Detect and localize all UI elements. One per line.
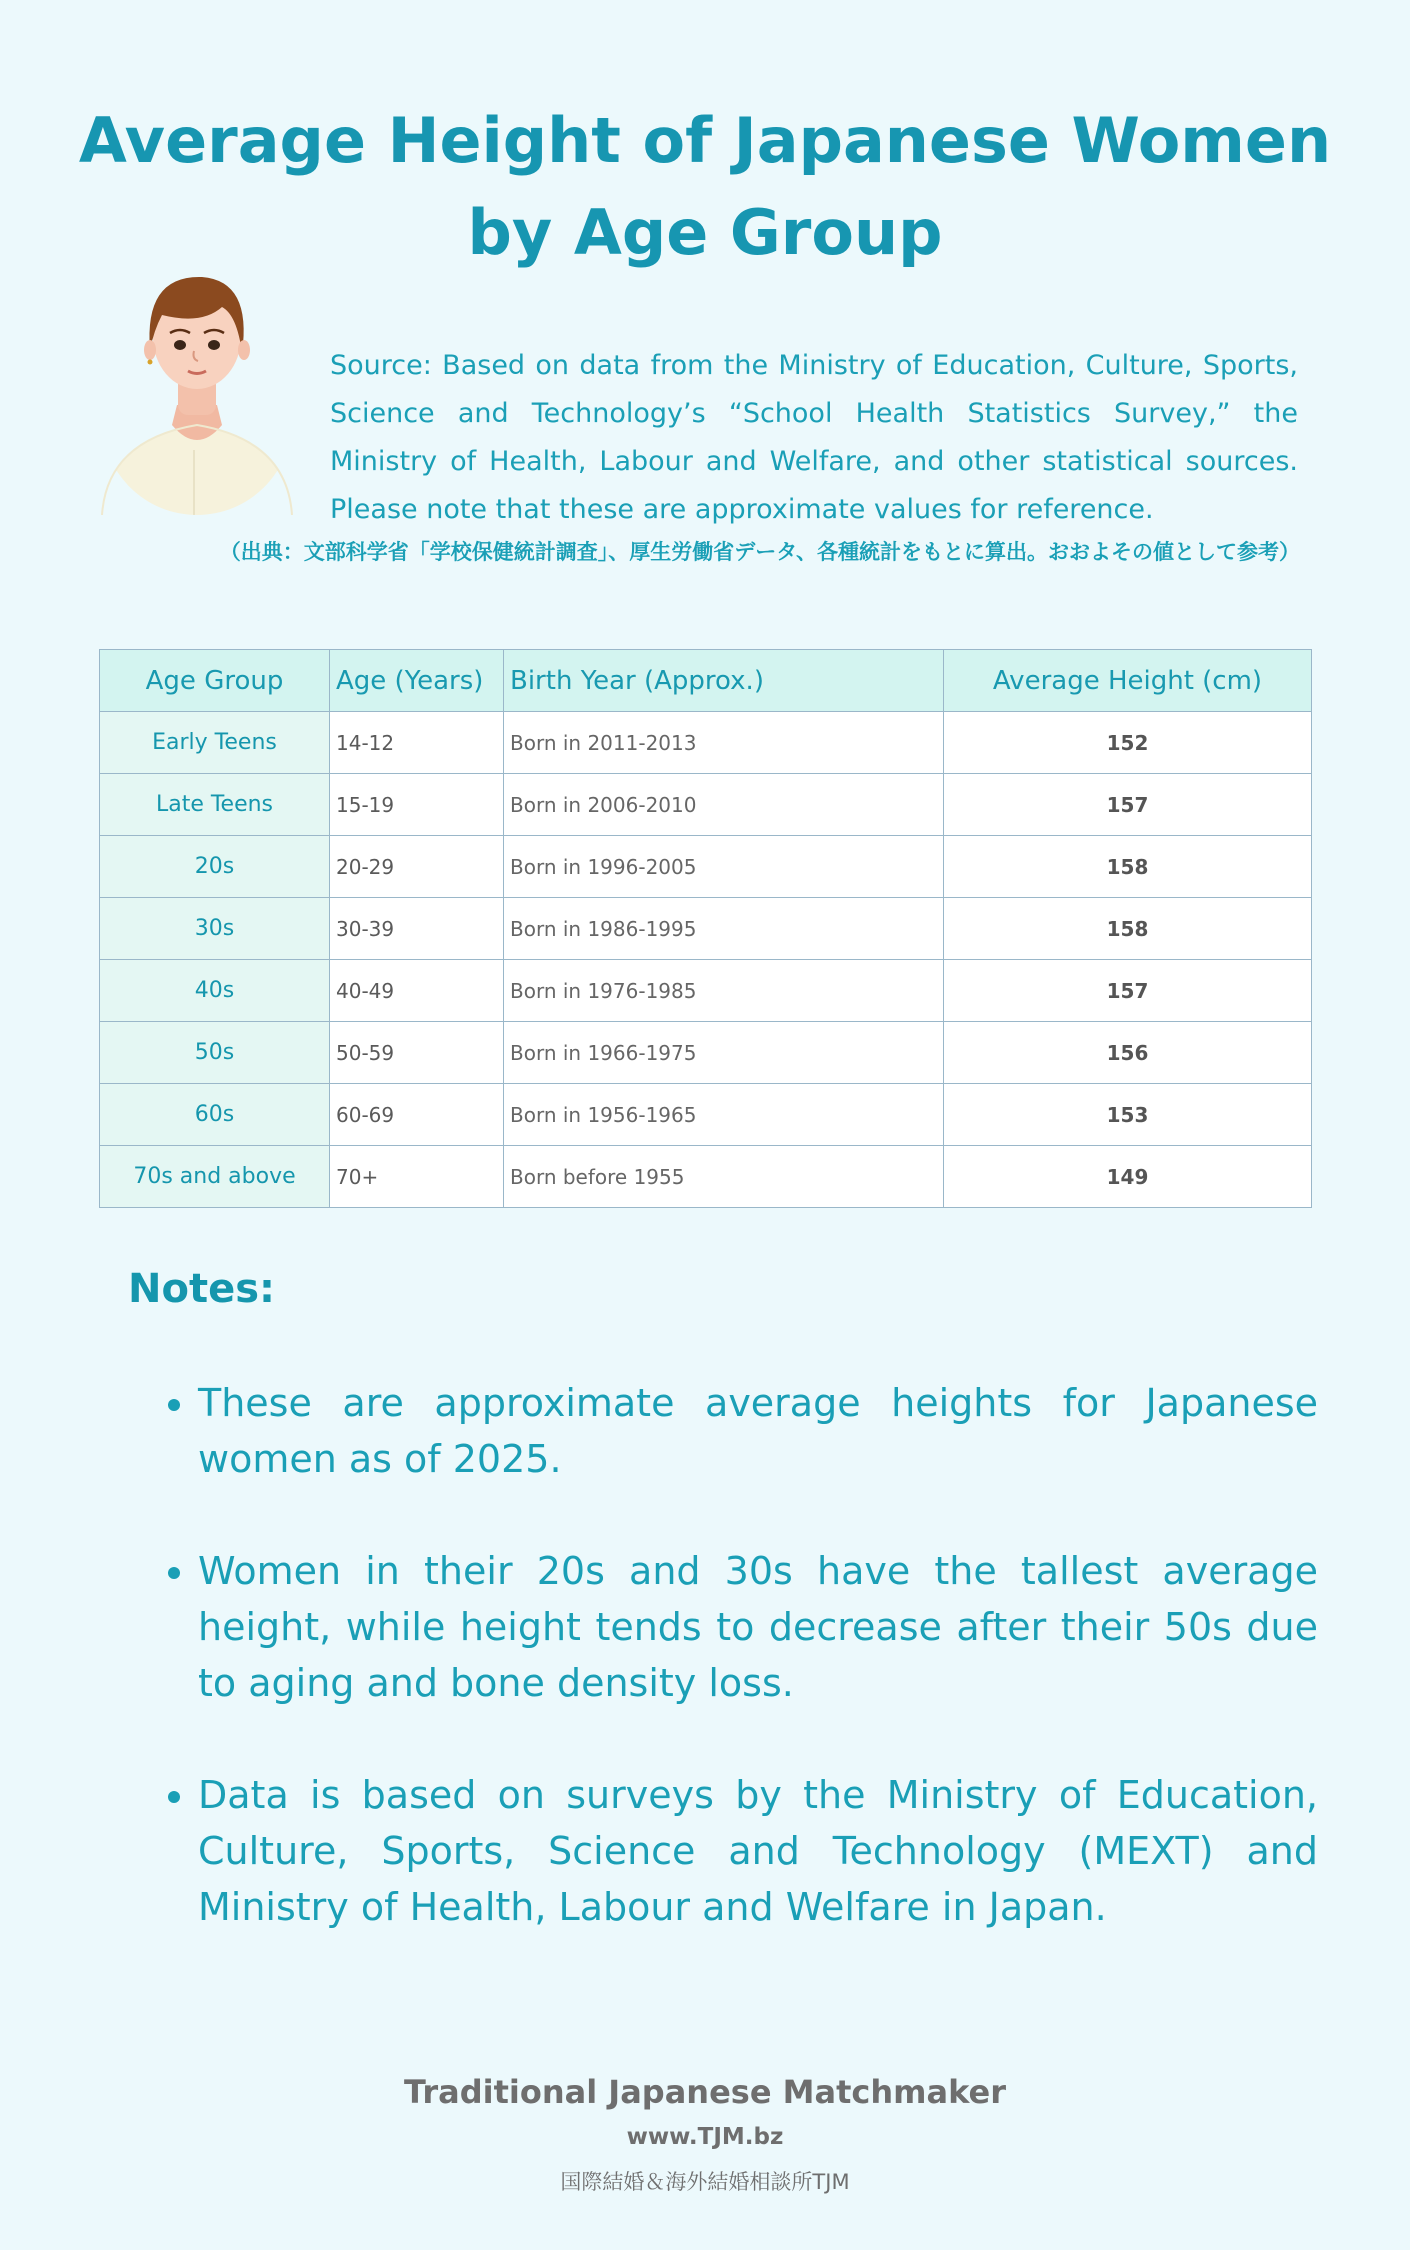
cell-birth-year: Born in 1986-1995 [504, 898, 944, 960]
cell-age: 40-49 [330, 960, 504, 1022]
table-row [100, 898, 1312, 960]
footer-url: www.TJM.bz [626, 2124, 784, 2150]
height-table [99, 649, 1312, 1208]
table-row [100, 1022, 1312, 1084]
cell-age-group: 20s [100, 836, 330, 898]
cell-birth-year: Born in 2011-2013 [504, 712, 944, 774]
header-age-group: Age Group [100, 650, 330, 712]
footer-brand: Traditional Japanese Matchmaker [404, 2073, 1006, 2111]
cell-height: 152 [944, 712, 1312, 774]
table-row [100, 1084, 1312, 1146]
cell-birth-year: Born in 2006-2010 [504, 774, 944, 836]
table-row [100, 774, 1312, 836]
note-item: • Women in their 20s and 30s have the tallest average height, while height tends to decrease after their 50s due to aging and bone density loss. [198, 1543, 1318, 1711]
cell-height: 157 [944, 960, 1312, 1022]
footer-japanese: 国際結婚＆海外結婚相談所TJM [560, 2170, 850, 2194]
page-title [60, 95, 1350, 279]
cell-age-group: 60s [100, 1084, 330, 1146]
cell-age: 70+ [330, 1146, 504, 1208]
woman-avatar-illustration [82, 255, 312, 515]
cell-height: 153 [944, 1084, 1312, 1146]
title-line-2: by Age Group [467, 196, 943, 269]
note-item: • These are approximate average heights for Japanese women as of 2025. [198, 1375, 1318, 1487]
note-item: • Data is based on surveys by the Ministry of Education, Culture, Sports, Science and Technology (MEXT) and Ministry of Health, Labour and Welfare in Japan. [198, 1767, 1318, 1935]
table-row [100, 712, 1312, 774]
cell-age: 14-12 [330, 712, 504, 774]
source-note: Source: Based on data from the Ministry of Education, Culture, Sports, Science and Technology’s “School Health Statistics Survey,” the Ministry of Health, Labour and Welfare, and other statistical sources. Please note that these are approximate values for reference. [330, 350, 1298, 525]
notes-heading: Notes: [128, 1266, 276, 1312]
cell-birth-year: Born in 1976-1985 [504, 960, 944, 1022]
header-birth-year: Birth Year (Approx.) [504, 650, 944, 712]
cell-age-group: 70s and above [100, 1146, 330, 1208]
cell-age: 20-29 [330, 836, 504, 898]
cell-birth-year: Born in 1966-1975 [504, 1022, 944, 1084]
table-row [100, 836, 1312, 898]
cell-birth-year: Born in 1996-2005 [504, 836, 944, 898]
cell-height: 158 [944, 898, 1312, 960]
cell-age-group: 30s [100, 898, 330, 960]
cell-birth-year: Born in 1956-1965 [504, 1084, 944, 1146]
table-row [100, 1146, 1312, 1208]
header-age-years: Age (Years) [330, 650, 504, 712]
cell-age: 15-19 [330, 774, 504, 836]
cell-age: 50-59 [330, 1022, 504, 1084]
table-header-row [100, 650, 1312, 712]
cell-age-group: 50s [100, 1022, 330, 1084]
cell-age-group: 40s [100, 960, 330, 1022]
cell-height: 156 [944, 1022, 1312, 1084]
source-note-japanese: （出典：文部科学省「学校保健統計調査」、厚生労働省データ、各種統計をもとに算出。おおよその値として参考） [219, 540, 1300, 564]
cell-age: 60-69 [330, 1084, 504, 1146]
cell-height: 157 [944, 774, 1312, 836]
header-average-height: Average Height (cm) [944, 650, 1312, 712]
cell-height: 149 [944, 1146, 1312, 1208]
title-line-1: Average Height of Japanese Women [78, 104, 1332, 177]
cell-age: 30-39 [330, 898, 504, 960]
notes-list [160, 1375, 1318, 1991]
cell-age-group: Late Teens [100, 774, 330, 836]
cell-height: 158 [944, 836, 1312, 898]
cell-birth-year: Born before 1955 [504, 1146, 944, 1208]
cell-age-group: Early Teens [100, 712, 330, 774]
table-row [100, 960, 1312, 1022]
